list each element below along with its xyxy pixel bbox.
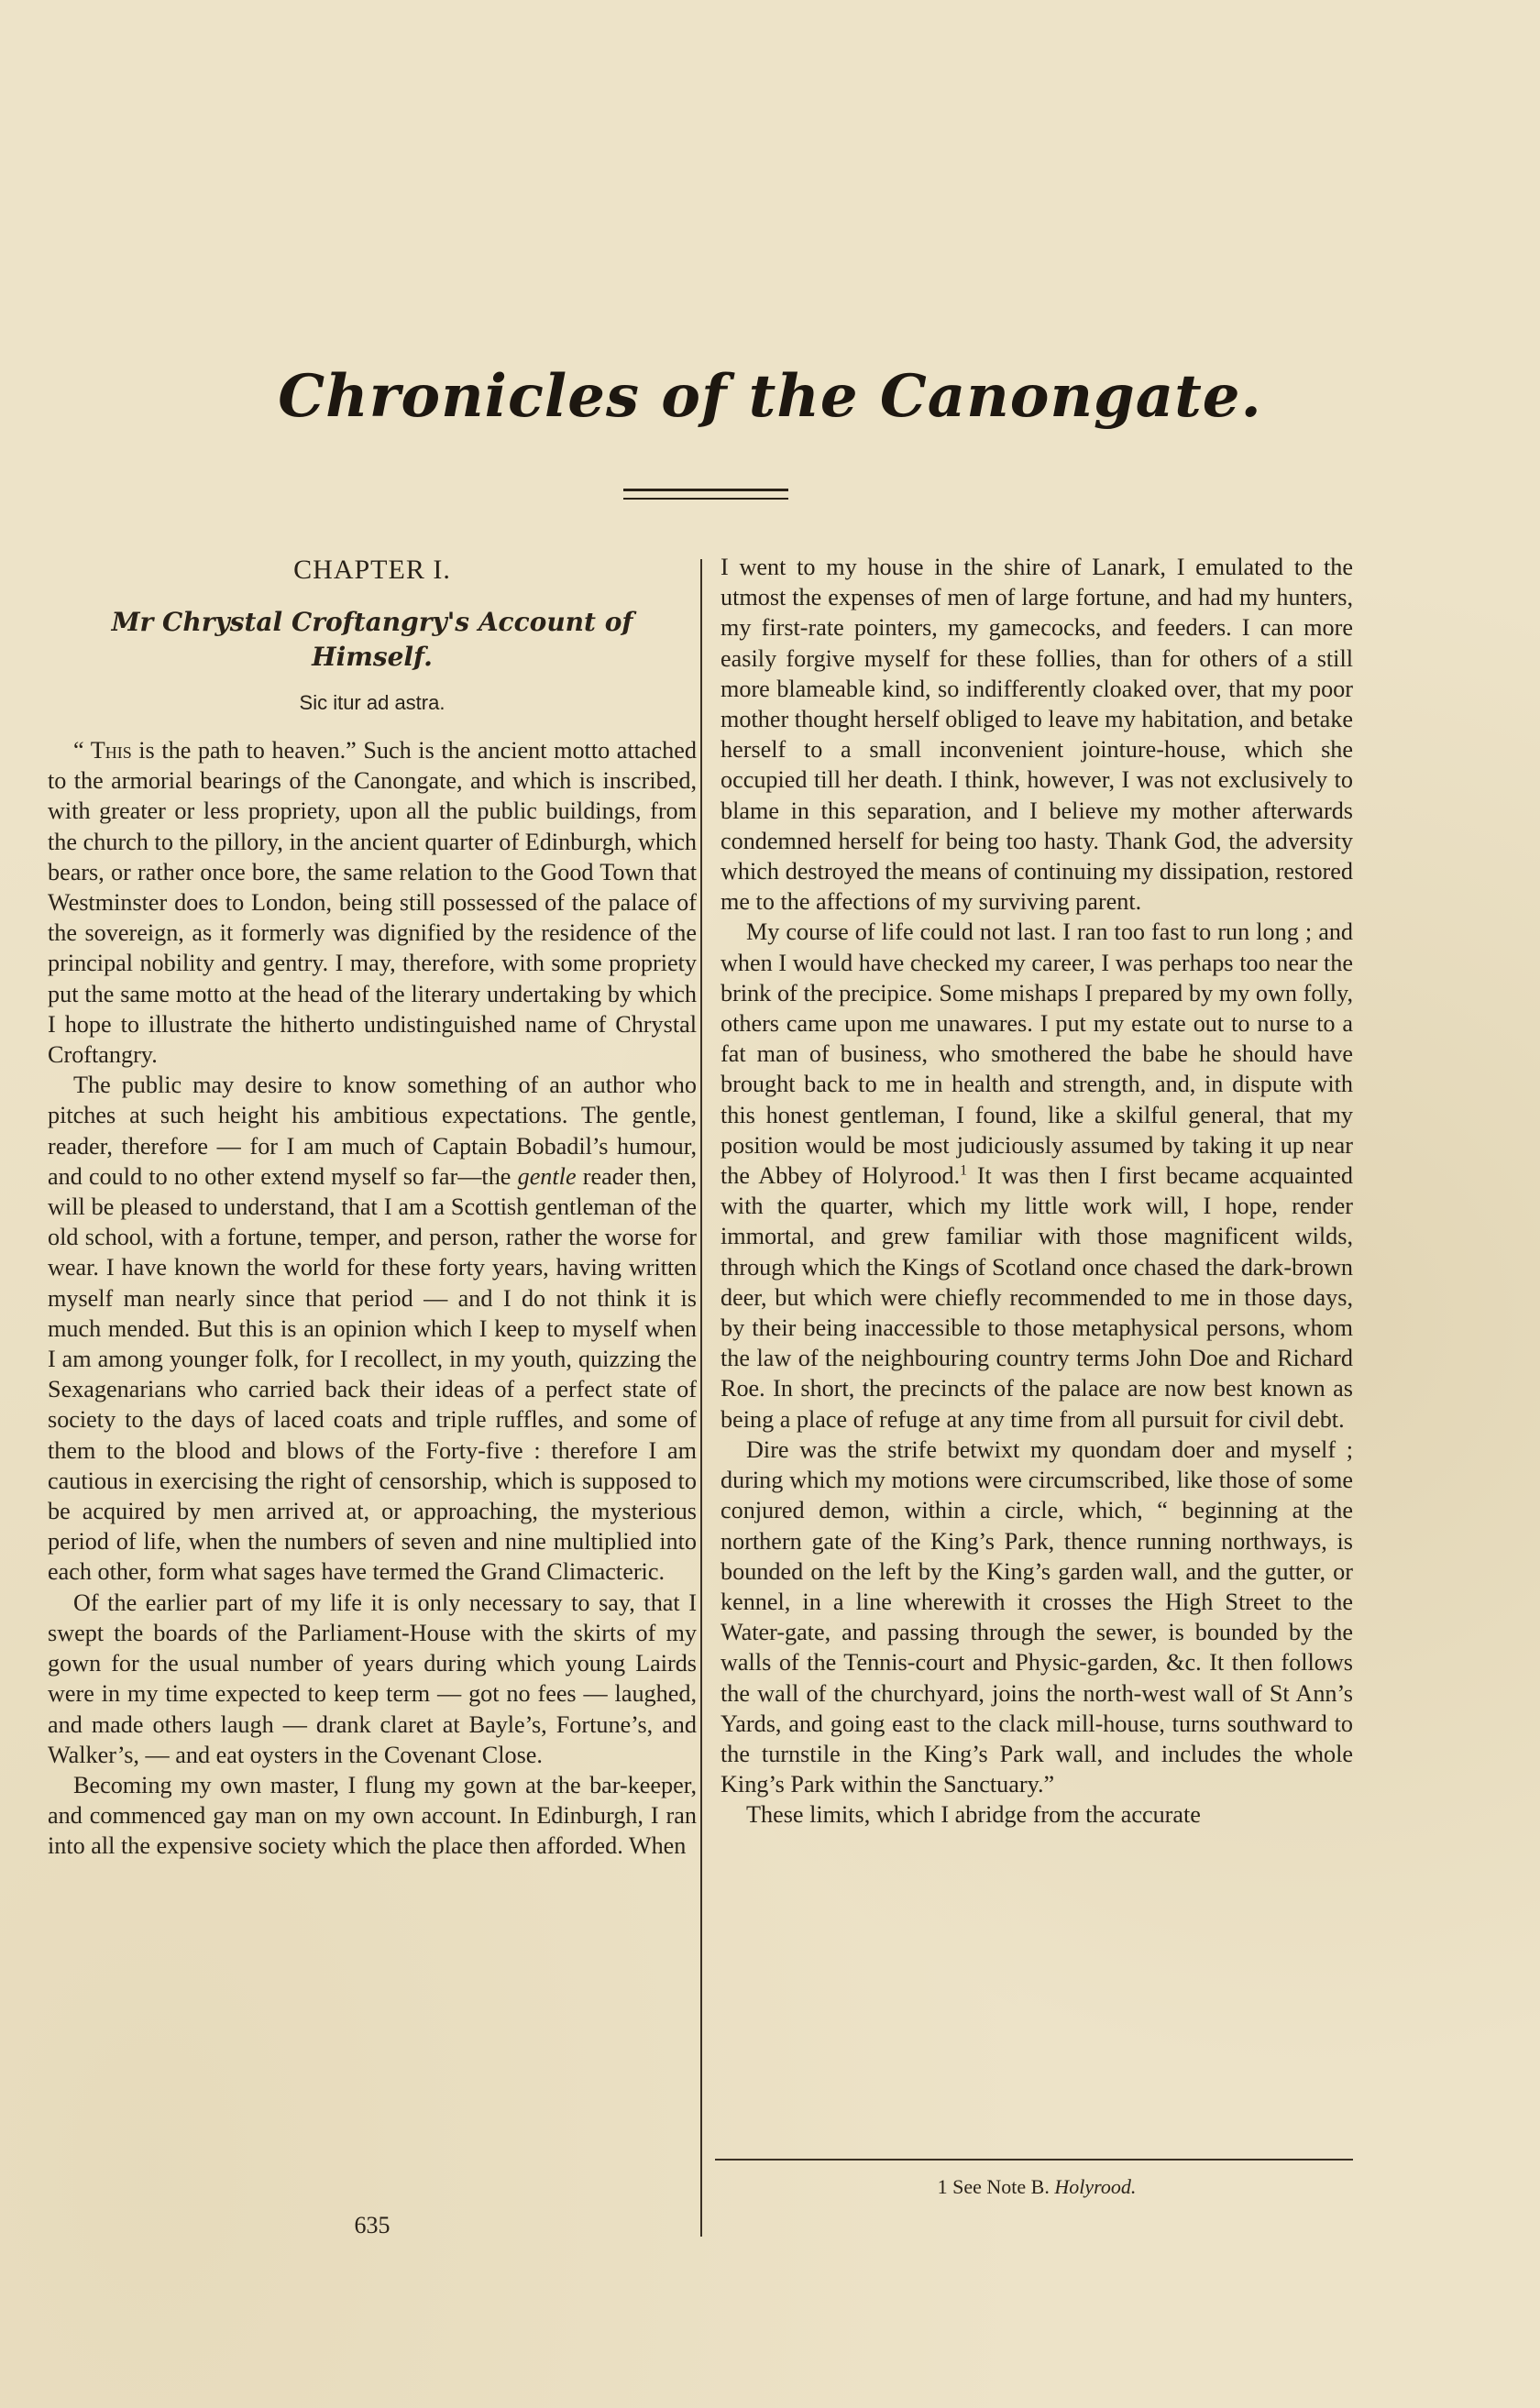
paragraph-text: is the path to heaven.” Such is the ancient motto attached to the armorial bearings of the Canongate, and which is inscribed, with greater or less propriety, upon all the public buildings, from the church to the pillory, in the ancient quarter of Edinburgh, which bears, or rather once bore, the same relation to the Good Town that Westminster does to London, being still possessed of the palace of the sovereign, as it formerly was dignified by the residence of the principal nobility and gentry. I may, therefore, with some propriety put the same motto at the head of the literary undertaking by which I hope to illustrate the hitherto undistinguished name of Chrystal Croftangry. xyxy=(48,737,697,1069)
footnote-reference: 1 xyxy=(960,1162,968,1179)
title-rule-top xyxy=(623,489,788,491)
paragraph: Of the earlier part of my life it is only necessary to say, that I swept the boards of the Parliament-House with the skirts of my gown for the usual number of years during which young Lairds were in my time expected to keep term — got no fees — laughed, and made others laugh — drank claret at Bayle’s, Fortune’s, and Walker’s, — and eat oysters in the Covenant Close. xyxy=(48,1589,697,1768)
paragraph: These limits, which I abridge from the accurate xyxy=(746,1801,1201,1829)
paragraph-text: It was then I first became acquainted with the quarter, which my little work will, I hope, render immortal, and grew familiar with those magnificent wilds, through which the Kings of Scotland once chased the dark-brown deer, but which were chiefly recommended to me in those days, by their being inaccessible to those metaphysical persons, whom the law of the neighbouring country terms John Doe and Richard Roe. In short, the precincts of the palace are now best known as being a place of refuge at any time from all pursuit for civil debt. xyxy=(720,1162,1353,1433)
footnote xyxy=(720,2174,1353,2200)
chapter-motto: Sic itur ad astra. xyxy=(299,691,446,714)
paragraph-text: My course of life could not last. I ran too fast to run long ; and when I would have checked my career, I was perhaps too near the brink of the precipice. Some mishaps I prepared by my own folly, others came upon me unawares. I put my estate out to nurse to a fat man of business, who smothered the babe he should have brought back to me in health and strength, and, in dispute with this honest gentleman, I found, like a skilful general, that my position would be most judiciously assumed by taking it up near the Abbey of Holyrood. xyxy=(720,918,1353,1190)
footnote-italic: Holyrood. xyxy=(1054,2175,1137,2198)
paragraph-text: reader then, will be pleased to understand, that I am a Scottish gentleman of the old school, with a fortune, temper, and person, rather the worse for wear. I have known the world for these forty years, having written myself man nearly since that period — and I do not think it is much mended. But this is an opinion which I keep to myself when I am among younger folk, for I recollect, in my youth, quizzing the Sexagenarians who carried back their ideas of a perfect state of society to the days of laced coats and triple ruffles, and some of them to the blood and blows of the Forty-five : therefore I am cautious in exercising the right of censorship, which is supposed to be acquired by men arrived at, or approaching, the mysterious period of life, when the numbers of seven and nine multiplied into each other, form what sages have termed the Grand Climacteric. xyxy=(48,1162,697,1586)
paragraph-emphasis: gentle xyxy=(517,1162,577,1190)
footnote-text: 1 See Note B. xyxy=(937,2175,1050,2198)
paragraph-opening: “ This xyxy=(73,737,132,764)
page-number: 635 xyxy=(354,2212,390,2238)
paragraph: Becoming my own master, I flung my gown at the bar-keeper, and commenced gay man on my own account. In Edinburgh, I ran into all the expensive society which the place then afforded. When xyxy=(48,1771,697,1860)
chapter-heading: CHAPTER I. xyxy=(293,555,451,585)
chapter-subtitle: Mr Chrystal Croftangry's Account of Himself. xyxy=(111,607,633,672)
paragraph-text: The public may desire to know something of an author who pitches at such height his ambitious expectations. The gentle, reader, therefore — for I am much of Captain Bobadil’s humour, and could to no other extend myself so far—the xyxy=(48,1072,697,1190)
paragraph: I went to my house in the shire of Lanark, I emulated to the utmost the expenses of men of large fortune, and had my hunters, my first-rate pointers, my gamecocks, and feeders. I can more easily forgive myself for these follies, than for others of a still more blameable kind, so indifferently cloaked over, that my poor mother thought herself obliged to leave my habitation, and betake herself to a small inconvenient jointure-house, which she occupied till her death. I think, however, I was not exclusively to blame in this separation, and I believe my mother afterwards condemned herself for being too hasty. Thank God, the adversity which destroyed the means of continuing my dissipation, restored me to the affections of my surviving parent. xyxy=(720,554,1353,916)
left-column xyxy=(48,552,697,1862)
page-title: Chronicles of the Canongate. xyxy=(278,362,1262,431)
paragraph xyxy=(720,917,1353,1434)
title-rule-bottom xyxy=(623,498,788,500)
paragraph xyxy=(48,1070,697,1587)
right-column xyxy=(720,552,1353,1831)
paragraph: Dire was the strife betwixt my quondam doer and myself ; during which my motions were circumscribed, like those of some conjured demon, within a circle, which, “ beginning at the northern gate of the King’s Park, thence running northways, is bounded on the left by the King’s garden wall, and the gutter, or kennel, in a line wherewith it crosses the High Street to the Water-gate, and passing through the sewer, is bounded by the walls of the Tennis-court and Physic-garden, &c. It then follows the wall of the churchyard, joins the north-west wall of St Ann’s Yards, and going east to the clack mill-house, turns southward to the turnstile in the King’s Park wall, and includes the whole King’s Park within the Sanctuary.” xyxy=(720,1435,1353,1798)
footnote-rule xyxy=(715,2159,1353,2161)
column-divider xyxy=(700,559,702,2237)
paragraph xyxy=(48,735,697,1070)
